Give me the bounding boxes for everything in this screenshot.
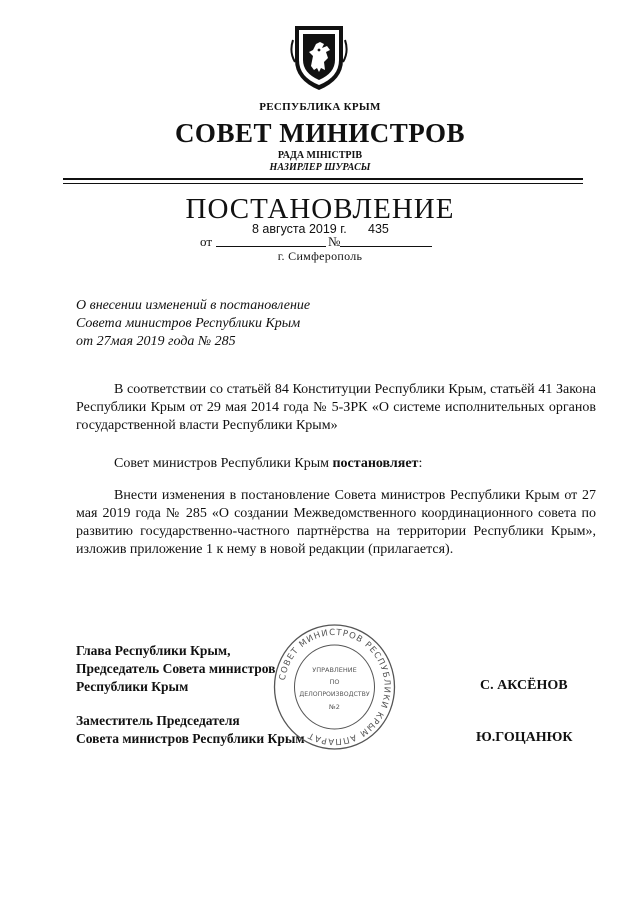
council-name: СОВЕТ МИНИСТРОВ bbox=[174, 118, 466, 148]
subject-line: Совета министров Республики Крым bbox=[76, 316, 301, 331]
subject-line: О внесении изменений в постановление bbox=[76, 298, 311, 313]
signatory-title-line: Председатель Совета министров bbox=[76, 661, 276, 676]
stamp-line: №2 bbox=[329, 703, 340, 711]
signatory-head-name: С. АКСЁНОВ bbox=[480, 678, 568, 693]
subject-line: от 27мая 2019 года № 285 bbox=[76, 334, 236, 349]
decree-date-number-line bbox=[200, 222, 440, 252]
signatory-title-line: Заместитель Председателя bbox=[76, 713, 240, 728]
number-underline bbox=[340, 246, 432, 247]
preamble-paragraph bbox=[76, 381, 596, 435]
republic-name: РЕСПУБЛИКА КРЫМ bbox=[259, 101, 381, 113]
operative-text: Внести изменения в постановление Совета министров Республики Крым от 27 мая 2019 года № 285 «О создании Межведомственного координационного совета по развитию государственно-частного партнёрства на территории Республики Крым», изложив приложение 1 к нему в новой редакции (прилагается). bbox=[76, 488, 596, 557]
signatory-head-title bbox=[76, 642, 275, 696]
decree-number: 435 bbox=[368, 222, 389, 236]
date-label: от bbox=[200, 234, 213, 249]
signatory-deputy-title bbox=[76, 712, 305, 748]
council-name-crimean-tatar: НАЗИРЛЕР ШУРАСЫ bbox=[269, 162, 371, 173]
header-divider-thin bbox=[63, 183, 583, 184]
resolution-colon: : bbox=[418, 456, 423, 471]
signatory-title-line: Совета министров Республики Крым bbox=[76, 731, 305, 746]
signatory-deputy-name: Ю.ГОЦАНЮК bbox=[476, 730, 573, 745]
stamp-line: ДЕЛОПРОИЗВОДСТВУ bbox=[299, 691, 370, 698]
resolution-paragraph bbox=[76, 455, 596, 473]
date-underline bbox=[216, 246, 326, 247]
stamp-line: УПРАВЛЕНИЕ bbox=[312, 666, 357, 674]
stamp-line: ПО bbox=[329, 678, 340, 686]
number-label: № bbox=[328, 234, 341, 249]
preamble-text: В соответствии со статьёй 84 Конституции Республики Крым, статьёй 41 Закона Республики Крым от 29 мая 2014 года № 5-ЗРК «О системе исполнительных органов государственной власти Республики Крым» bbox=[76, 382, 596, 433]
decree-subject bbox=[76, 297, 376, 351]
issuing-city: г. Симферополь bbox=[277, 249, 363, 263]
resolution-text: Совет министров Республики Крым bbox=[114, 456, 333, 471]
official-stamp bbox=[272, 622, 397, 752]
resolution-keyword: постановляет bbox=[332, 456, 419, 471]
operative-paragraph bbox=[76, 487, 596, 559]
stamp-ring-text: СОВЕТ МИНИСТРОВ РЕСПУБЛИКИ КРЫМ АППАРАТ bbox=[277, 627, 392, 747]
council-name-ukrainian: РАДА МІНІСТРІВ bbox=[277, 150, 363, 161]
decree-date: 8 августа 2019 г. bbox=[252, 222, 347, 236]
document-type-title: ПОСТАНОВЛЕНИЕ bbox=[185, 193, 455, 225]
crimea-coat-of-arms-icon bbox=[289, 22, 349, 92]
signatory-title-line: Глава Республики Крым, bbox=[76, 643, 231, 658]
signatory-title-line: Республики Крым bbox=[76, 679, 189, 694]
header-divider-thick bbox=[63, 178, 583, 180]
